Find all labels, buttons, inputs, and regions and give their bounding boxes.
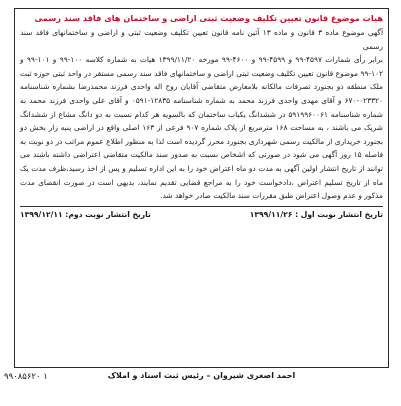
notice-code: ۹۹۰۸۵۶۲۰ ۱ [4,372,48,382]
first-publication-date: تاریخ انتشار نوبت اول : ۱۳۹۹/۱۱/۲۶ [249,209,383,219]
notice-body [20,26,383,203]
notice-main-text: برابر رأی شمارات ۴۵۹۷-۹۹ و ۴۵۹۹-۹۹ و ۴۶۰۰-۹۹ مورخه ۱۳۹۹/۱۱/۲۰ هیات به شماره کلاسه ۱۰۰-۹۹ و ۱۰۱-۹۹ و ۱۰۲-۹۹ موضوع قانون تعیین تکلیف وضعیت ثبتی اراضی و ساختمانهای فاقد سند رسمی مستقر در واحد ثبتی حوزه ثبت ملک منطقه دو بجنورد تصرفات مالکانه بلامعارض متقاضی آقایان روح اله واحدی فرزند محمدرضا بشماره شناسنامه ۰۲۳۳۲۰-۶۷۰ و آقای مهدی واحدی فرزند محمد به شماره شناسنامه ۱۲۸۳۵-۰۵۹۱ و آقای علی واحدی فرزند محمد به شماره شناسنامه ۵۹۱۹۹۶۰۰۶۱ در ششدانگ یکباب ساختمان که بالسویه هر کدام نسبت به دو دانگ مشاع از ششدانگ شریک می باشند ، به مساحت ۱۶۸ مترمربع از پلاک شماره ۹۰۷ فرعی از ۱۶۳ اصلی واقع در اراضی پنبه زار بخش دو بجنورد خریداری از مالکیت رسمی شهرداری بجنورد محرز گردیده است لذا به منظور اطلاع عموم مراتب در دو نوبت به فاصله ۱۵ روز آگهی می شود در صورتی که اشخاص نسبت به صدور سند مالکیت متقاضی اعتراضی داشته باشند می توانند از تاریخ انتشار اولین آگهی به مدت دو ماه اعتراض خود را به این اداره تسلیم و پس از اخذ رسید،ظرف مدت یک ماه از تاریخ تسلیم اعتراض ،دادخواست خود را به مراجع قضایی تقدیم نمایند، بدیهی است در صورت انقضای مدت مذکور و عدم وصول اعتراض طبق مقررات سند مالکیت صادر خواهد شد. [20,55,384,201]
notice-title: هیات موضوع قانون تعیین تکلیف وضعیت ثبتی اراضی و ساختمان های فاقد سند رسمی [34,13,383,23]
signature-line: احمد اصغری شیروان – رئیس ثبت اسناد و املاک [107,371,296,380]
second-publication-date: تاریخ انتشار نوبت دوم: ۱۳۹۹/۱۲/۱۱ [20,209,151,219]
legal-notice-box [14,8,389,368]
publication-dates [20,207,383,222]
notice-intro: آگهی موضوع ماده ۳ قانون و ماده ۱۳ آئین نامه قانون تعیین تکلیف وضعیت ثبتی و اراضی و ساختمانهای فاقد سند رسمی [20,28,383,51]
